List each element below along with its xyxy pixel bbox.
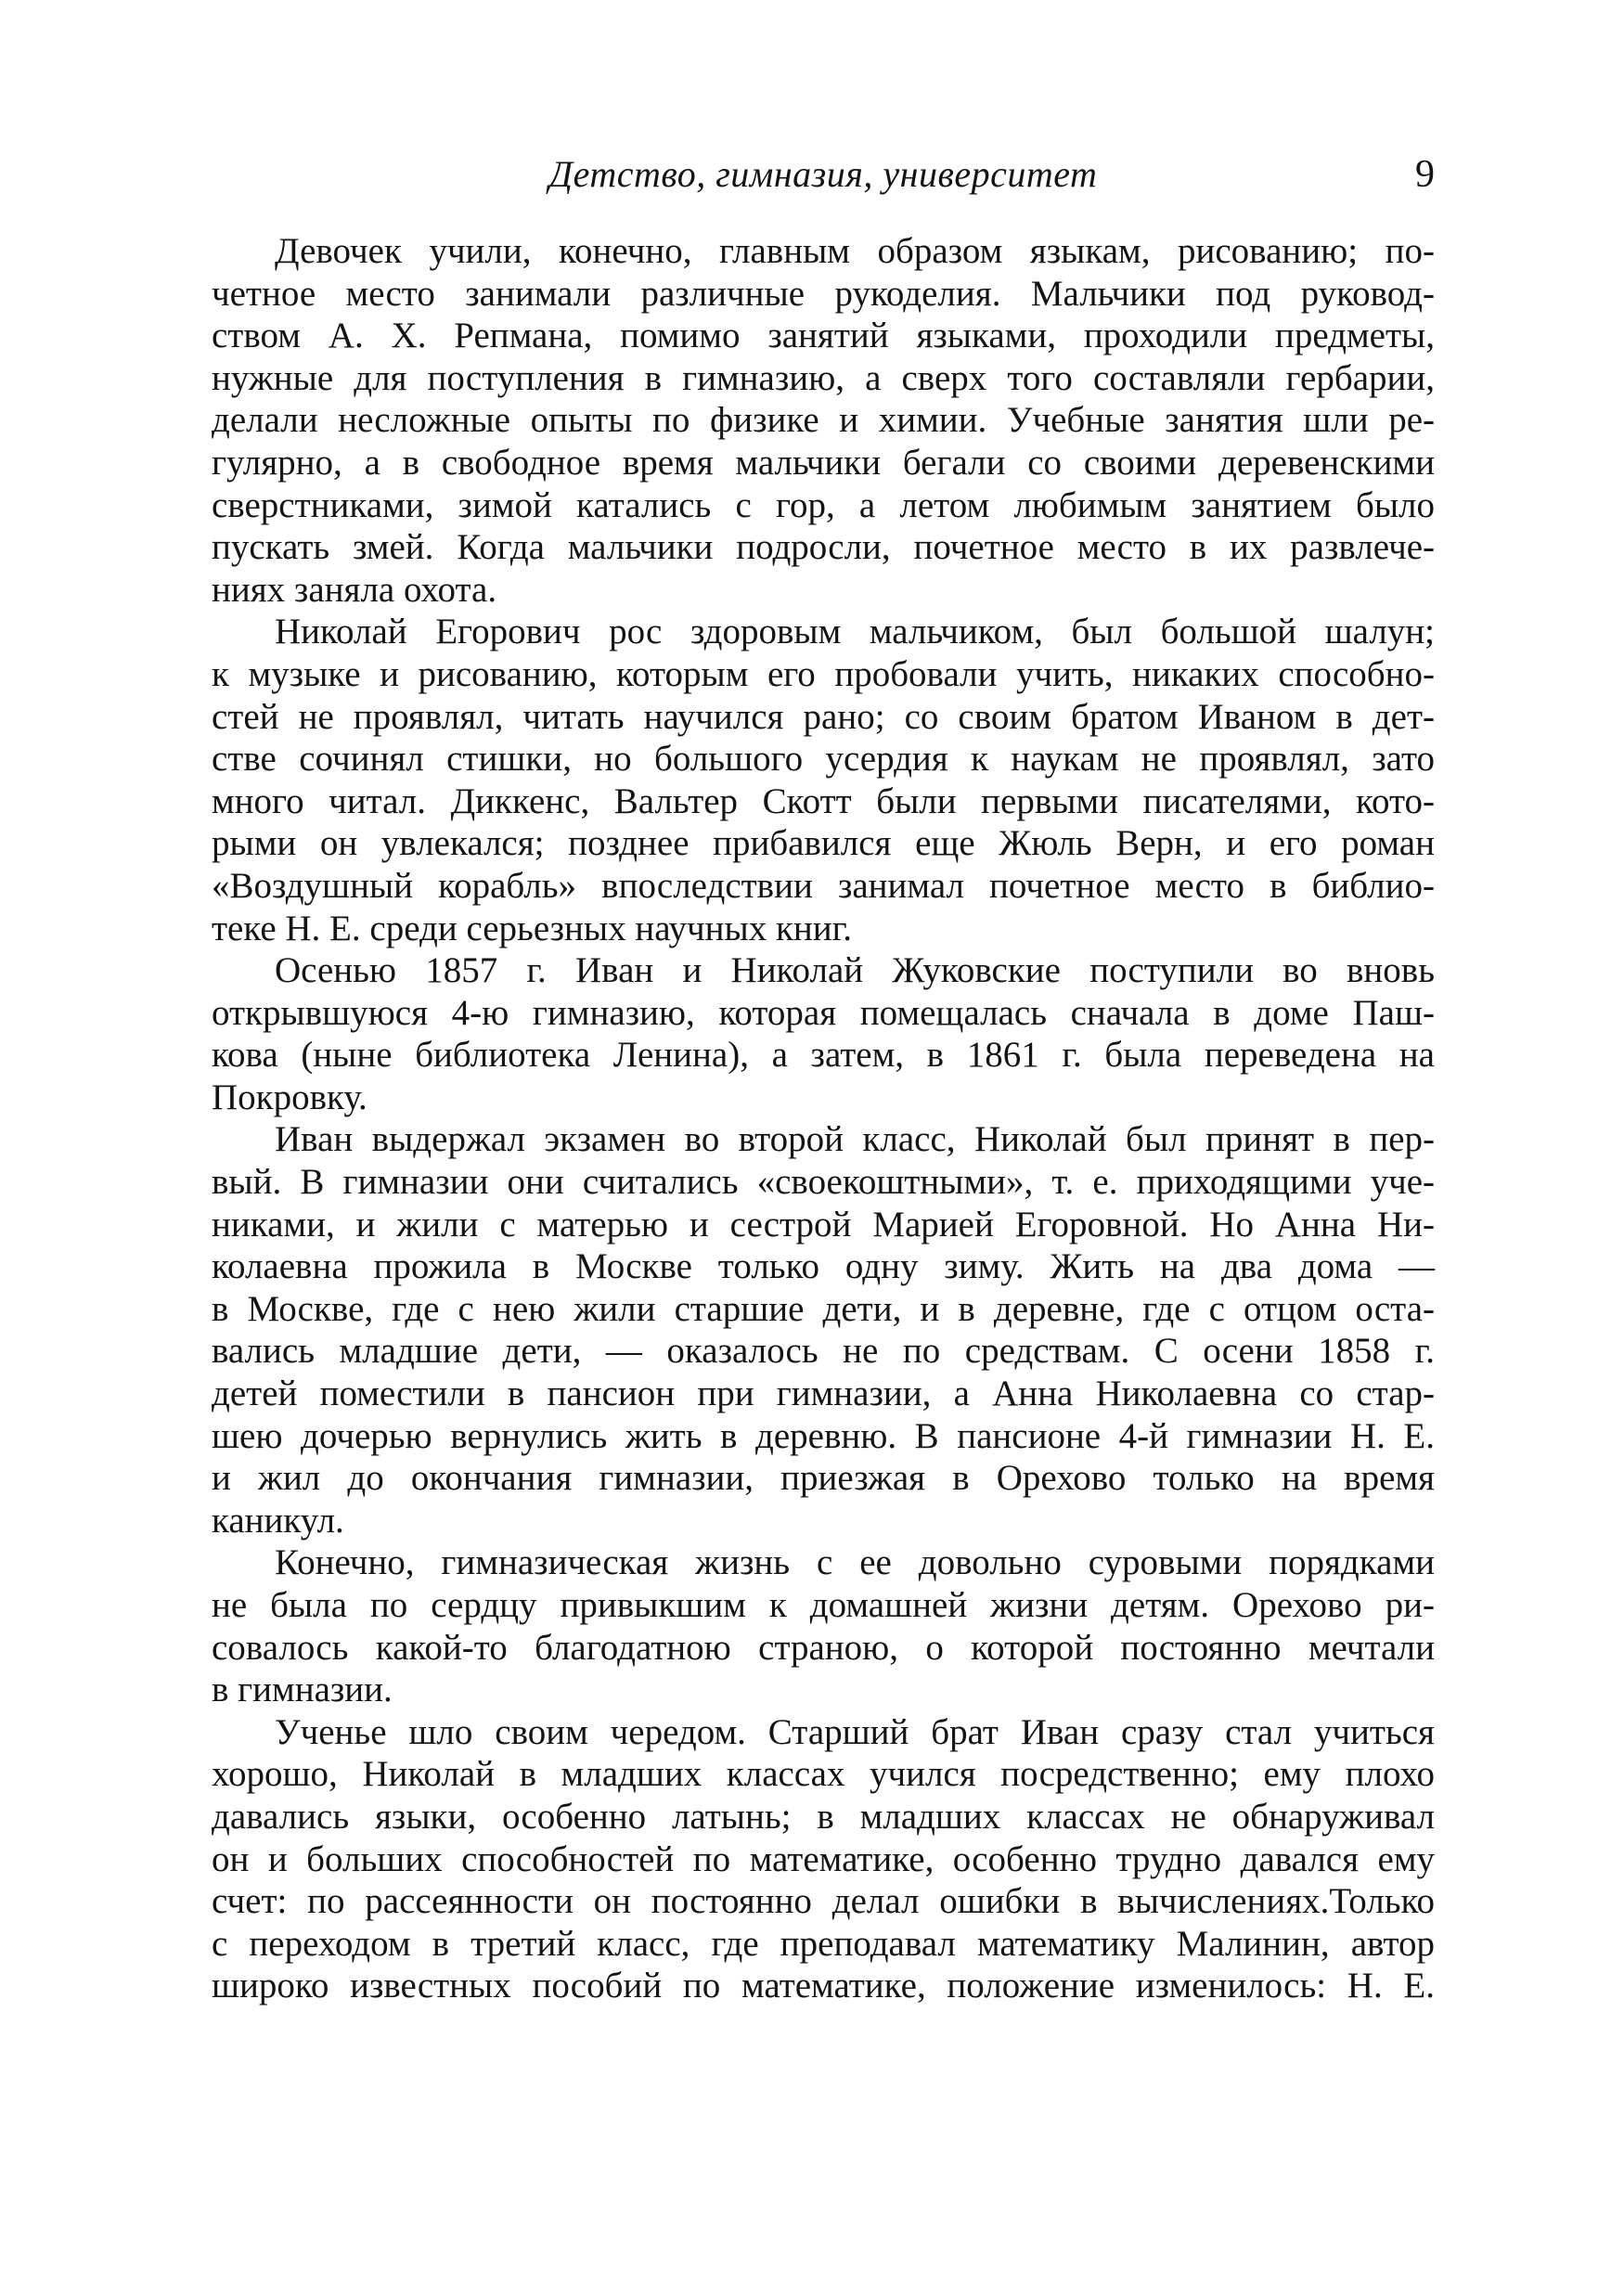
text-line: Покровку. [212,1077,367,1117]
text-line: «Воздушный корабль» впоследствии занимал почетное место в библио- [212,865,1435,906]
text-line: четное место занимали различные рукоделия. Мальчики под руковод- [212,273,1435,314]
text-line: ством А. X. Репмана, помимо занятий языками, проходили предметы, [212,316,1435,356]
text-line: колаевна прожила в Москве только одну зиму. Жить на два дома — [212,1246,1435,1287]
text-line: пускать змей. Когда мальчики подросли, почетное место в их развлече- [212,527,1435,568]
text-line: Конечно, гимназическая жизнь с ее довольно суровыми порядками [275,1542,1435,1583]
paragraph-2 [212,611,1435,949]
text-line: Девочек учили, конечно, главным образом языкам, рисованию; по- [275,231,1435,271]
text-line: гулярно, а в свободное время мальчики бегали со своими деревенскими [212,442,1435,483]
text-line: в гимназии. [212,1670,393,1710]
text-line: никами, и жили с матерью и сестрой Марией Егоровной. Но Анна Ни- [212,1204,1435,1245]
text-line: стей не проявлял, читать научился рано; со своим братом Иваном в дет- [212,696,1435,737]
text-line: совалось какой-то благодатною страною, о которой постоянно мечтали [212,1627,1435,1668]
text-line: каникул. [212,1500,344,1541]
text-line: Иван выдержал экзамен во второй класс, Николай был принят в пер- [275,1119,1435,1160]
text-line: Ученье шло своим чередом. Старший брат Иван сразу стал учиться [275,1711,1435,1752]
paragraph-1 [212,230,1435,611]
running-title: Детство, гимназия, университет [548,153,1098,195]
text-line: Осенью 1857 г. Иван и Николай Жуковские поступили во вновь [275,950,1435,991]
text-line: он и больших способностей по математике, особенно трудно давался ему [212,1838,1435,1879]
paragraph-4 [212,1118,1435,1541]
page-number: 9 [1415,153,1435,196]
text-line: открывшуюся 4-ю гимназию, которая помещалась сначала в доме Паш- [212,992,1435,1033]
text-line: стве сочинял стишки, но большого усердия к наукам не проявлял, зато [212,739,1435,780]
text-line: вый. В гимназии они считались «своекоштными», т. е. приходящими уче- [212,1162,1435,1203]
text-line: шею дочерью вернулись жить в деревню. В пансионе 4-й гимназии Н. Е. [212,1415,1435,1456]
text-line: вались младшие дети, — оказалось не по средствам. С осени 1858 г. [212,1331,1435,1372]
text-line: и жил до окончания гимназии, приезжая в Орехово только на время [212,1458,1435,1499]
text-line: счет: по рассеянности он постоянно делал ошибки в вычислениях.Только [212,1881,1435,1922]
text-line: много читал. Диккенс, Вальтер Скотт были первыми писателями, кото- [212,780,1435,821]
paragraph-6 [212,1711,1435,2007]
text-line: кова (ныне библиотека Ленина), а затем, в 1861 г. была переведена на [212,1035,1435,1076]
text-line: делали несложные опыты по физике и химии. Учебные занятия шли ре- [212,400,1435,441]
text-line: ниях заняла охота. [212,569,497,610]
text-line: теке Н. Е. среди серьезных научных книг. [212,908,853,948]
text-line: широко известных пособий по математике, положение изменилось: Н. Е. [212,1966,1435,2006]
text-line: не была по сердцу привыкшим к домашней жизни детям. Орехово ри- [212,1585,1435,1625]
text-line: к музыке и рисованию, которым его пробовали учить, никаких способно- [212,653,1435,694]
paragraph-5 [212,1541,1435,1710]
text-line: Николай Егорович рос здоровым мальчиком, был большой шалун; [275,612,1435,652]
text-line: сверстниками, зимой катались с гор, а летом любимым занятием было [212,484,1435,525]
text-line: хорошо, Николай в младших классах учился посредственно; ему плохо [212,1754,1435,1795]
paragraph-3 [212,949,1435,1118]
text-line: в Москве, где с нею жили старшие дети, и в деревне, где с отцом оста- [212,1288,1435,1329]
text-line: рыми он увлекался; позднее прибавился еще Жюль Верн, и его роман [212,823,1435,864]
text-line: с переходом в третий класс, где преподавал математику Малинин, автор [212,1923,1435,1964]
text-line: давались языки, особенно латынь; в младших классах не обнаруживал [212,1796,1435,1837]
text-line: нужные для поступления в гимназию, а сверх того составляли гербарии, [212,357,1435,398]
text-body [212,230,1435,2007]
text-line: детей поместили в пансион при гимназии, а Анна Николаевна со стар- [212,1374,1435,1414]
running-head [212,147,1435,202]
